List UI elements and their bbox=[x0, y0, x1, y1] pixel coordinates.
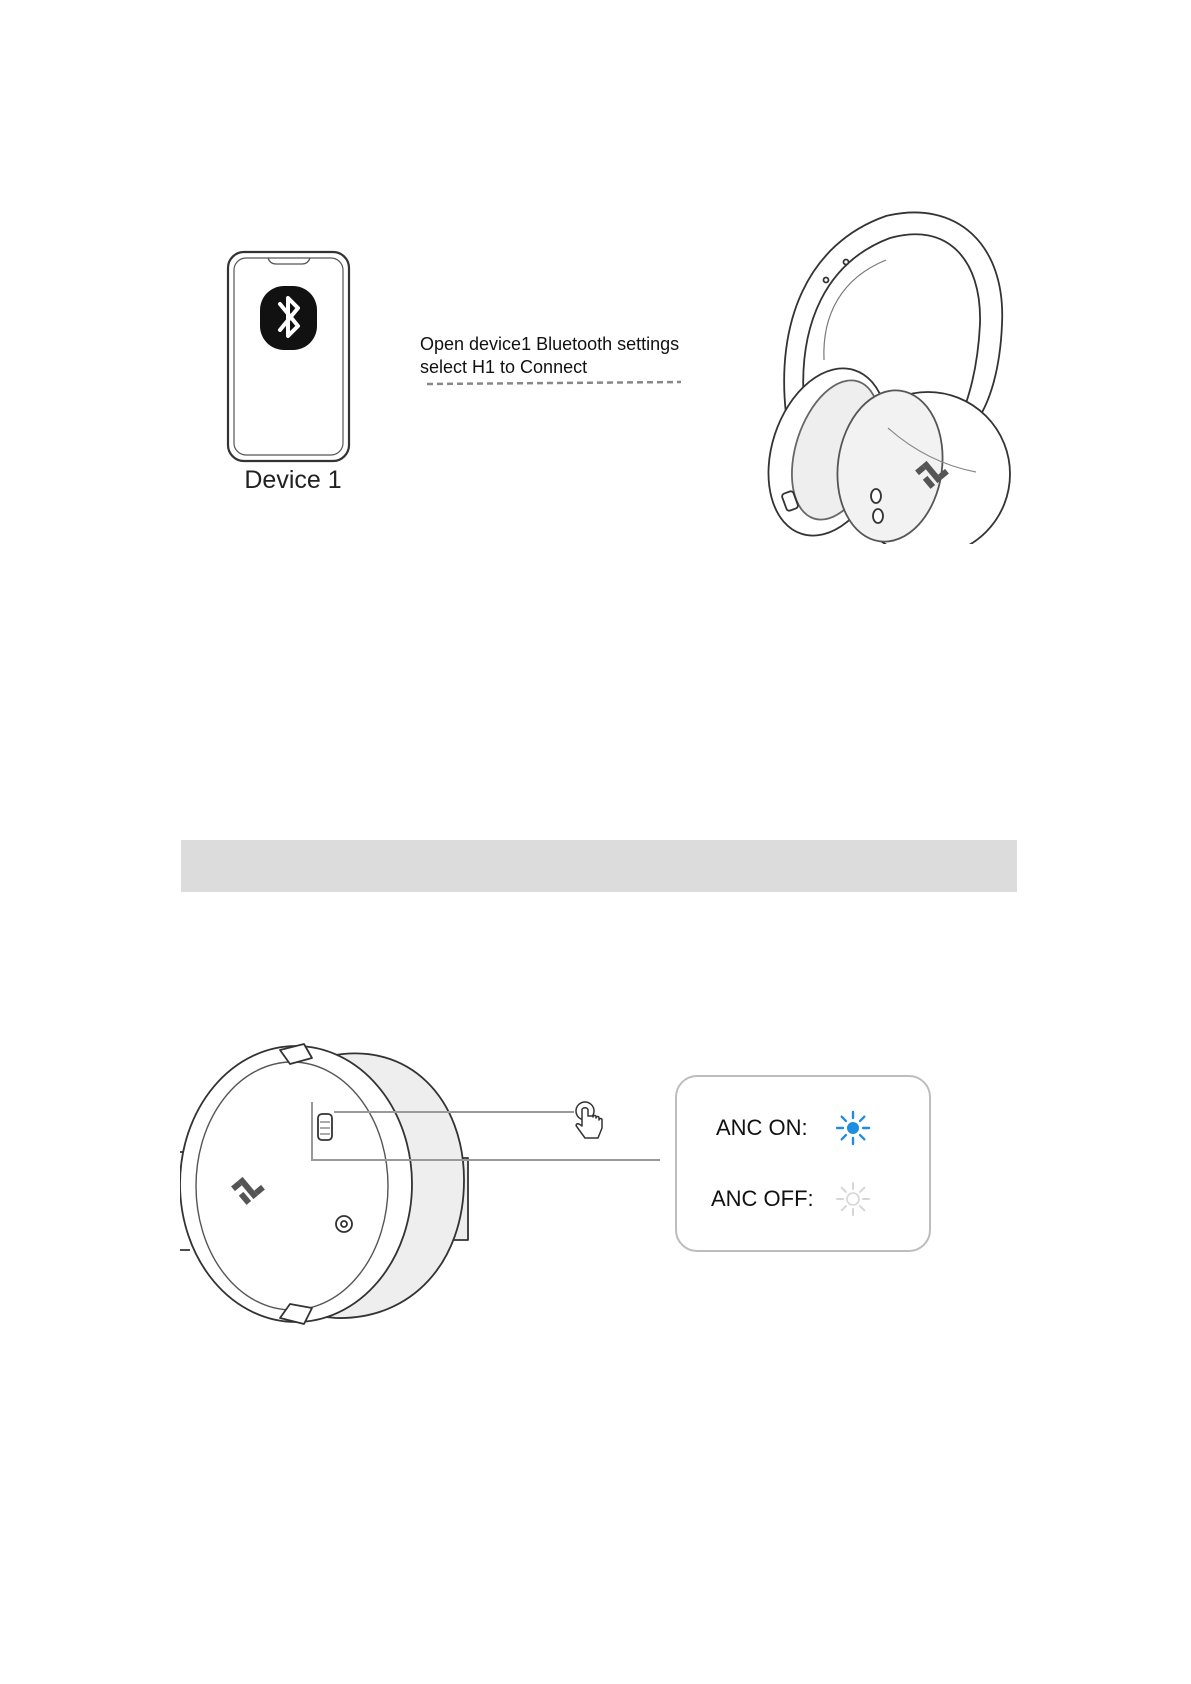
pairing-instruction-line1: Open device1 Bluetooth settings bbox=[420, 334, 680, 354]
finger-tap-icon bbox=[574, 1100, 608, 1142]
anc-on-label: ANC ON: bbox=[716, 1115, 808, 1140]
anc-off-light-icon bbox=[833, 1179, 873, 1219]
pairing-instruction-line2: select H1 to Connect bbox=[420, 357, 588, 377]
device-label: Device 1 bbox=[244, 466, 342, 494]
anc-on-light-icon bbox=[833, 1108, 873, 1148]
anc-off-label: ANC OFF: bbox=[711, 1186, 814, 1211]
connection-dashed-line bbox=[425, 380, 685, 388]
phone-illustration bbox=[226, 250, 352, 466]
earcup-closeup-illustration bbox=[180, 1040, 480, 1330]
section-header-band bbox=[181, 840, 1017, 892]
headphones-illustration bbox=[756, 204, 1016, 544]
bluetooth-icon bbox=[260, 286, 317, 350]
pairing-instruction bbox=[420, 333, 679, 379]
anc-indicator-panel bbox=[675, 1075, 931, 1252]
